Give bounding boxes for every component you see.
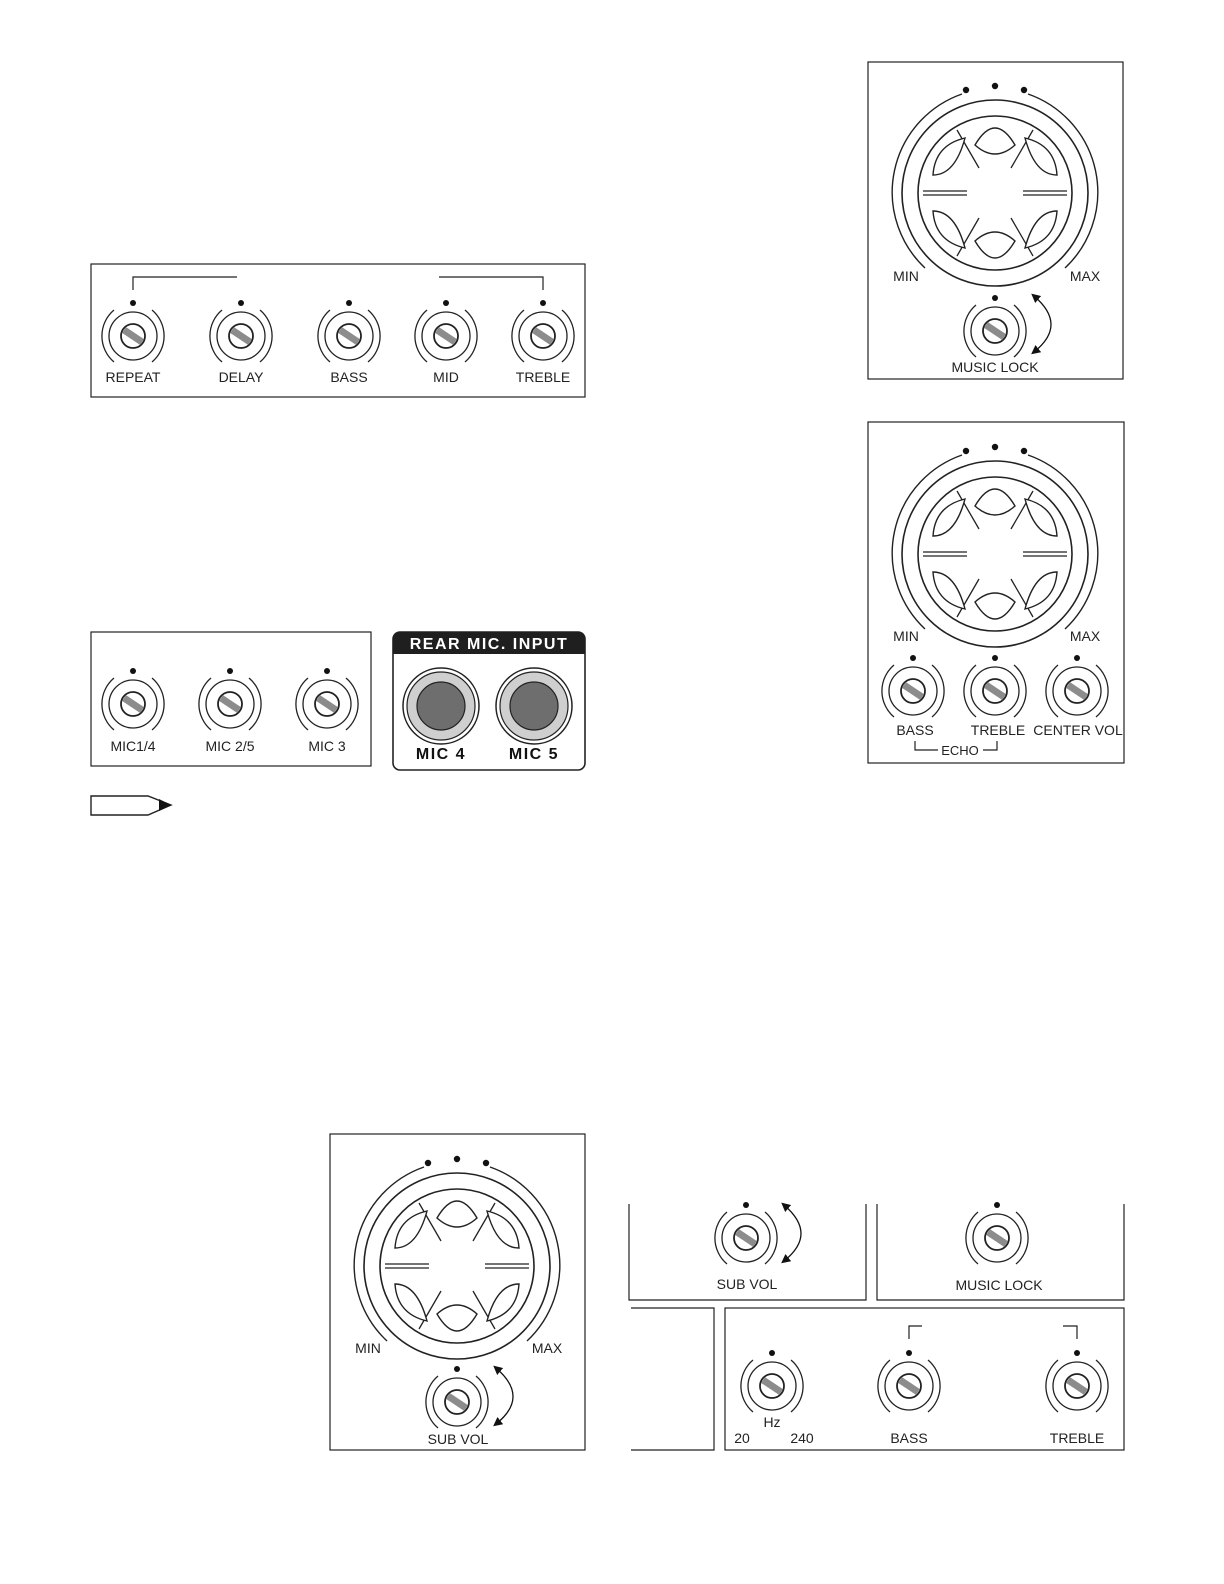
music-lock-box-knob-icon[interactable] bbox=[966, 1202, 1028, 1264]
music-max-label: MAX bbox=[1069, 268, 1101, 284]
hz-label: Hz bbox=[763, 1414, 781, 1430]
center-vol-label: CENTER VOL bbox=[1033, 722, 1123, 738]
sub-vol-box bbox=[629, 1202, 866, 1300]
mic-panel bbox=[91, 632, 371, 766]
music-min-label: MIN bbox=[893, 268, 919, 284]
sub-vol-box-label: SUB VOL bbox=[716, 1276, 778, 1292]
crossover-panel bbox=[725, 1308, 1124, 1450]
crossover-treble-label: TREBLE bbox=[1049, 1430, 1105, 1446]
echo-group-label: ECHO bbox=[941, 743, 979, 758]
mic5-jack-icon[interactable] bbox=[496, 668, 572, 744]
sub-vol-label: SUB VOL bbox=[427, 1431, 489, 1447]
sub-min-label: MIN bbox=[355, 1340, 381, 1356]
music-lock-box bbox=[877, 1202, 1124, 1300]
hz-min-label: 20 bbox=[734, 1430, 750, 1446]
mid-label: MID bbox=[433, 369, 459, 385]
hz-max-label: 240 bbox=[790, 1430, 814, 1446]
rear-mic-input-title: REAR MIC. INPUT bbox=[409, 636, 569, 653]
sub-max-label: MAX bbox=[531, 1340, 563, 1356]
repeat-label: REPEAT bbox=[105, 369, 161, 385]
crossover-bass-label: BASS bbox=[890, 1430, 928, 1446]
bass-label: BASS bbox=[330, 369, 368, 385]
mic1-4-label: MIC1/4 bbox=[110, 738, 156, 754]
echo-panel bbox=[868, 422, 1124, 763]
sub-vol-box-knob-icon[interactable] bbox=[715, 1202, 777, 1264]
partial-panel-frame bbox=[631, 1308, 714, 1450]
mic3-label: MIC 3 bbox=[308, 738, 346, 754]
sub-volume-panel bbox=[330, 1134, 585, 1450]
music-volume-panel bbox=[868, 62, 1123, 379]
mic5-jack-label: MIC 5 bbox=[508, 746, 560, 763]
mic2-5-label: MIC 2/5 bbox=[205, 738, 255, 754]
music-lock-box-label: MUSIC LOCK bbox=[955, 1277, 1043, 1293]
delay-label: DELAY bbox=[218, 369, 264, 385]
treble-label: TREBLE bbox=[515, 369, 571, 385]
echo-min-label: MIN bbox=[893, 628, 919, 644]
echo-bass-label: BASS bbox=[896, 722, 934, 738]
rotation-arrow-icon bbox=[784, 1205, 801, 1261]
effects-panel bbox=[91, 264, 585, 397]
echo-max-label: MAX bbox=[1069, 628, 1101, 644]
mic4-jack-icon[interactable] bbox=[403, 668, 479, 744]
music-lock-label: MUSIC LOCK bbox=[951, 359, 1039, 375]
echo-treble-label: TREBLE bbox=[970, 722, 1026, 738]
mic4-jack-label: MIC 4 bbox=[415, 746, 467, 763]
pointer-arrow-tip-icon bbox=[159, 799, 171, 811]
rear-mic-input-panel bbox=[393, 632, 585, 770]
